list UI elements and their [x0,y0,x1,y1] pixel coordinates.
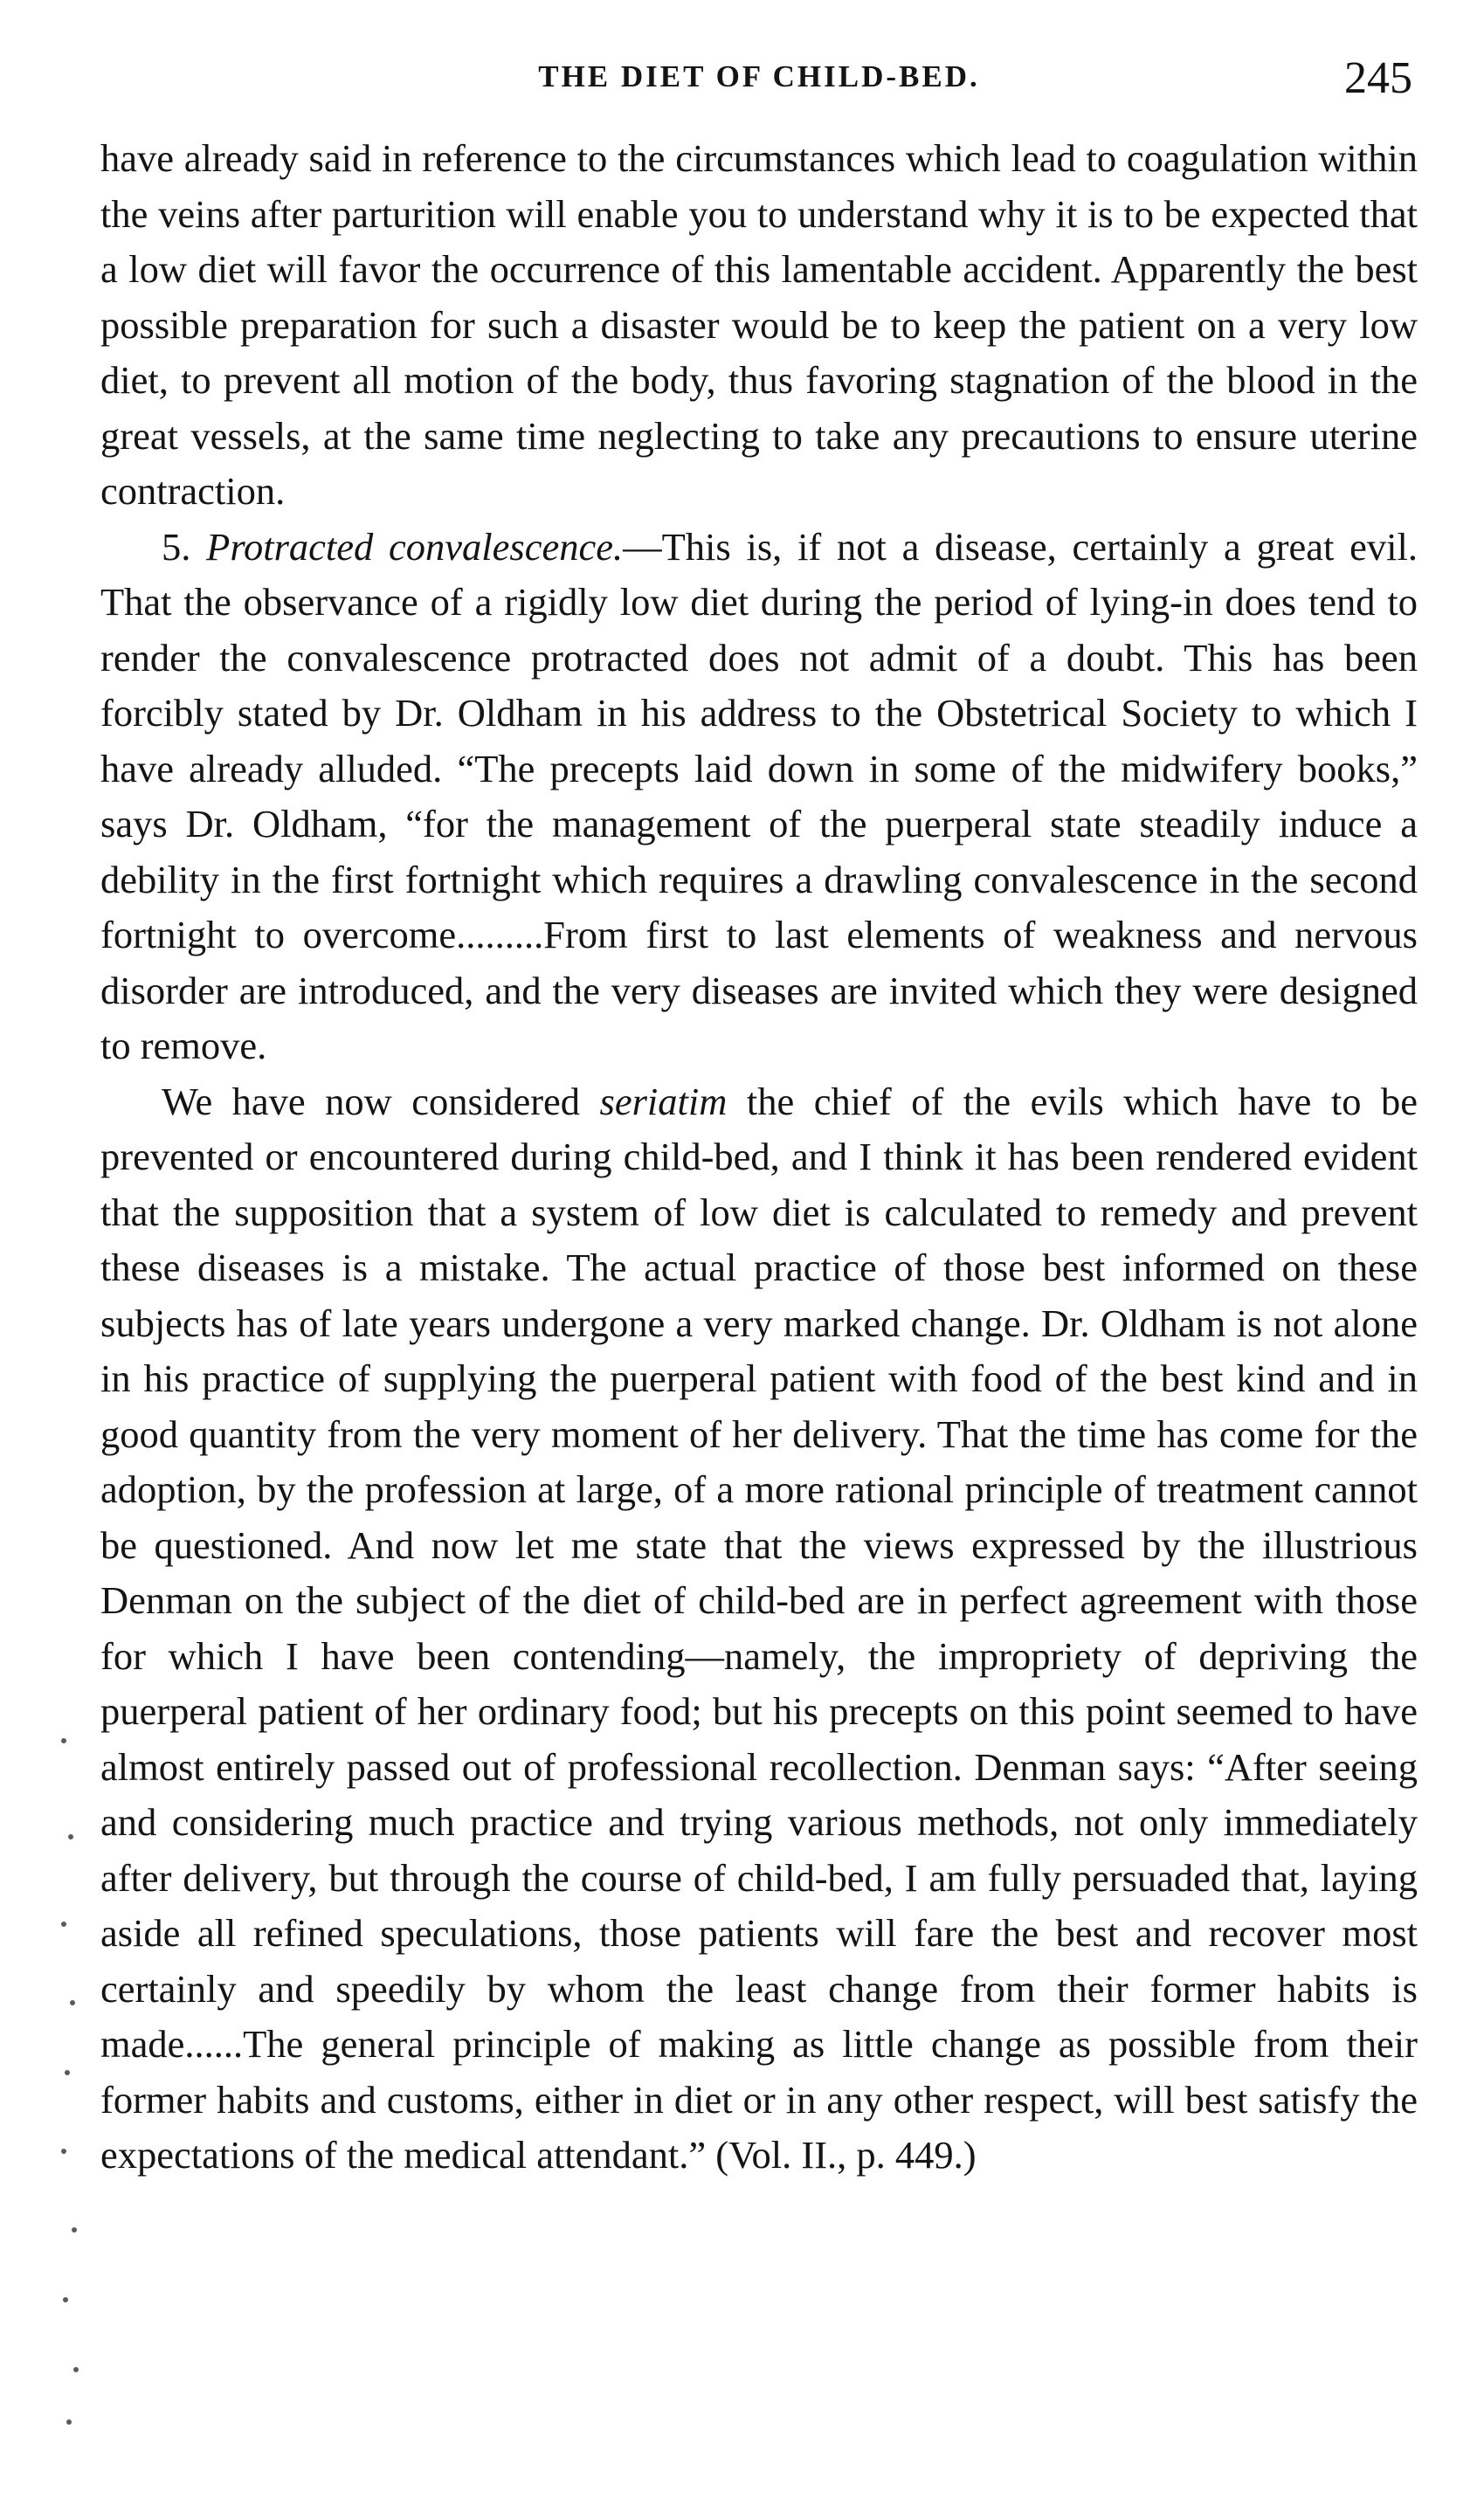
speck [61,2149,66,2154]
paragraph-text: the chief of the evils which have to be prevented or encountered during child-bed, and I think it has been rendered evident that the supposition that a system of low diet is calculated to remedy and prevent these diseases is a mistake. The actual practice of those best informed on these subjects has of late years undergone a very marked change. Dr. Oldham is not alone in his practice of supplying the puerperal patient with food of the best kind and in good quantity from the very moment of her delivery. That the time has come for the adoption, by the profession at large, of a more rational principle of treatment cannot be questioned. And now let me state that the views expressed by the illustrious Denman on the subject of the diet of child-bed are in perfect agreement with those for which I have been contending—namely, the impropriety of depriving the puerperal patient of her ordinary food; but his precepts on this point seemed to have almost entirely passed out of professional recollection. Denman says: “After seeing and considering much practice and trying various methods, not only immediately after delivery, but through the course of child-bed, I am fully persuaded that, laying aside all refined speculations, those patients will fare the best and recover most certainly and speedily by whom the least change from their former habits is made......The general principle of making as little change as possible from their former habits and customs, either in diet or in any other respect, will best satisfy the expectations of the medical attendant.” (Vol. II., p. 449.) [100,1079,1418,2177]
book-page [100,52,1418,2481]
paragraph-continuation: have already said in reference to the circumstances which lead to coagulation within the veins after parturition will enable you to understand why it is to be expected that a low diet will favor the occurrence of this lamentable accident. Apparently the best possible preparation for such a disaster would be to keep the patient on a very low diet, to prevent all motion of the body, thus favoring stagnation of the blood in the great vessels, at the same time neglecting to take any precautions to ensure uterine contraction. [100,136,1418,513]
paragraph-seriatim [100,1074,1418,2184]
paragraph-start: We have now considered [162,1079,600,1123]
page-number: 245 [1344,53,1412,103]
section-number: 5. [162,524,191,569]
speck [70,2000,75,2005]
paragraph-protracted-convalescence [100,520,1418,1074]
body-text [100,131,1418,2184]
speck [68,1834,73,1839]
italic-term: seriatim [599,1079,728,1123]
running-header [100,52,1418,131]
margin-specks [61,1738,96,2481]
section-heading: Protracted convalescence. [206,524,624,569]
speck [61,1738,66,1743]
section-text: —This is, if not a disease, certainly a great evil. That the observance of a rigidly low diet during the period of lying-in does tend to render the convalescence protracted does not admit of a doubt. This has been forcibly stated by Dr. Oldham in his address to the Obstetrical Society to which I have already alluded. “The precepts laid down in some of the midwifery books,” says Dr. Oldham, “for the management of the puerperal state steadily induce a debility in the first fortnight which requires a drawling convalescence in the second fortnight to overcome.........From first to last elements of weakness and nervous disorder are introduced, and the very diseases are invited which they were designed to remove. [100,524,1418,1067]
running-title: THE DIET OF CHILD-BED. [538,59,980,93]
speck [72,2227,77,2233]
speck [66,2419,72,2425]
speck [63,2297,68,2302]
speck [61,1922,66,1927]
speck [73,2367,79,2372]
speck [65,2070,70,2075]
